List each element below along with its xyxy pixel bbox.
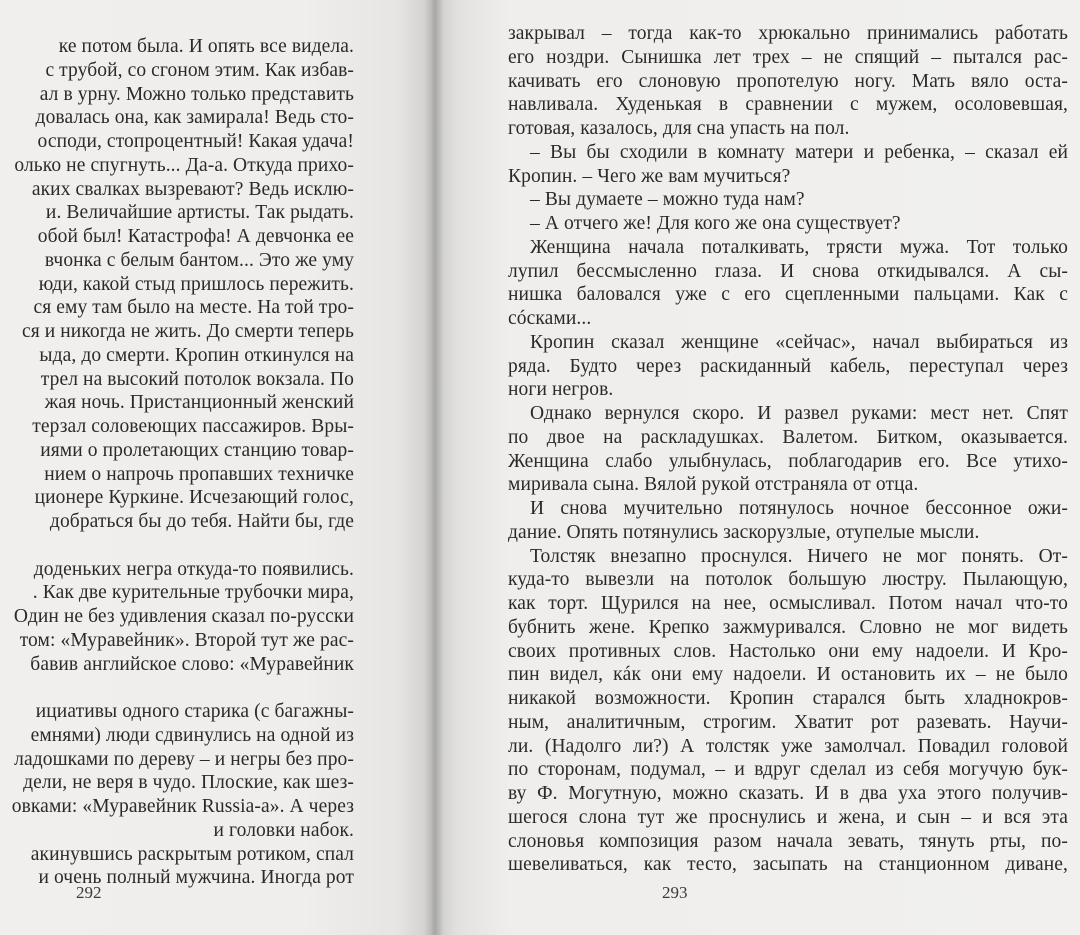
text-line: терзал соловеющих пассажиров. Вры- xyxy=(32,416,354,437)
text-line: пин видел, кáк они ему надоели. И остановить их – не было xyxy=(508,664,1068,686)
text-line: ся ему там было на месте. На той тро- xyxy=(33,297,354,319)
text-line: ыда, до смерти. Кропин откинулся на xyxy=(39,344,354,366)
text-line: . Как две курительные трубочки мира, xyxy=(32,582,354,604)
text-line: ным, аналитичным, строгим. Хватит рот разевать. Научи- xyxy=(508,711,1068,733)
text-line: лупил бессмысленно глаза. И снова откидывался. А сы- xyxy=(508,260,1068,282)
text-line: обой был! Катастрофа! А девчонка ее xyxy=(37,226,354,247)
left-page xyxy=(0,0,432,935)
text-line: как торт. Щурился на нее, осмысливал. Потом начал что-то xyxy=(508,593,1068,614)
text-line: Женщина слабо улыбнулась, поблагодарив его. Все утихо- xyxy=(508,450,1068,472)
text-line: вчонка с белым бантом... Это же уму xyxy=(44,249,354,271)
text-line: Один не без удивления сказал по-русски xyxy=(13,606,354,627)
text-line: аких свалках вызревают? Ведь исклю- xyxy=(31,178,354,200)
text-line: слоновья композиция разом начала зевать, тянуть рты, по- xyxy=(508,830,1068,852)
text-line: закрывал – тогда как-то хрюкально принимались работать xyxy=(508,23,1068,44)
text-line: и очень полный мужчина. Иногда рот xyxy=(38,867,354,889)
text-line: олько не спугнуть... Да-а. Откуда прихо- xyxy=(14,154,354,176)
text-line: емнями) люди сдвинулись на одной из xyxy=(30,724,354,746)
text-line: Однако вернулся скоро. И развел руками: мест нет. Спят xyxy=(530,403,1068,424)
text-line: ряда. Будто через раскиданный кабель, переступал через xyxy=(508,355,1068,377)
text-line: Толстяк внезапно проснулся. Ничего не мог понять. От- xyxy=(530,545,1068,567)
text-line: бубнить жене. Крепко зажмуривался. Словно не мог видеть xyxy=(508,616,1068,638)
text-line: иями о пролетающих станцию товар- xyxy=(40,439,354,461)
text-line: Кропин сказал женщине «сейчас», начал выбираться из xyxy=(530,331,1068,353)
text-line: ке потом была. И опять все видела. xyxy=(58,36,354,57)
text-line: качивать его слоновую пропотелую ногу. Мать вяло оста- xyxy=(508,70,1068,92)
text-line: бавив английское слово: «Муравейник xyxy=(30,653,354,675)
text-line: Женщина начала поталкивать, трясти мужа. Тот только xyxy=(530,236,1068,258)
text-line: юди, какой стыд пришлось пережить. xyxy=(38,273,354,295)
text-line: довалась она, как замирала! Ведь сто- xyxy=(35,107,354,129)
text-line: – А отчего же! Для кого же она существует? xyxy=(530,213,901,234)
text-line: акинувшись раскрытым ротиком, спал xyxy=(30,843,354,865)
text-line: ал в урну. Можно только представить xyxy=(39,83,354,105)
text-line: ладошками по дереву – и негры без про- xyxy=(14,748,354,770)
text-line: и головки набок. xyxy=(213,819,354,841)
text-line: осподи, стопроцентный! Какая удача! xyxy=(37,131,354,152)
text-line: куда-то вывезли на потолок большую люстру. Пылающую, xyxy=(508,569,1068,591)
text-line: – Вы думаете – можно туда нам? xyxy=(530,189,805,211)
text-line: по сторонам, подумал, – и вдруг сделал из себя могучую бук- xyxy=(508,759,1068,781)
text-line: по двое на раскладушках. Валетом. Битком, оказывается. xyxy=(508,426,1068,448)
left-page-number: 292 xyxy=(76,883,102,902)
left-page-text xyxy=(0,35,354,890)
text-line xyxy=(0,534,354,558)
text-line: нием о напрочь пропавших техничке xyxy=(44,463,354,485)
text-line: том: «Муравейник». Второй тут же рас- xyxy=(19,629,354,651)
text-line: ционере Куркине. Исчезающий голос, xyxy=(34,487,354,509)
text-line: добраться бы до тебя. Найти бы, где xyxy=(49,511,354,532)
text-line: ициативы одного старика (с багажны- xyxy=(35,701,354,722)
text-line: – Вы бы сходили в комнату матери и ребенка, – сказал ей xyxy=(530,141,1068,163)
text-line: шегося слона тут же проснулись и жена, и сын – и вся эта xyxy=(508,806,1068,828)
text-line: готовая, казалось, для сна упасть на пол. xyxy=(508,118,850,139)
text-line: ву Ф. Могутную, можно сказать. И в два уха этого получив- xyxy=(508,783,1068,804)
text-line xyxy=(0,676,354,700)
text-line: миривала сына. Вялой рукой отстраняла от отца. xyxy=(508,474,919,496)
text-line: дание. Опять потянулись заскорузлые, отупелые мысли. xyxy=(508,521,980,543)
text-line: шевеливаться, как тесто, засыпать на станционном диване, xyxy=(508,854,1068,876)
right-page-number: 293 xyxy=(662,883,688,902)
text-line: с трубой, со сгоном этим. Как избав- xyxy=(45,59,354,81)
text-line: сóсками... xyxy=(508,308,592,329)
text-line: овками: «Муравейник Russia-а». А через xyxy=(11,796,354,817)
text-line: И снова мучительно потянулось ночное бессонное ожи- xyxy=(530,498,1068,519)
text-line: Кропин. – Чего же вам мучиться? xyxy=(508,165,791,187)
text-line: ся и никогда не жить. До смерти теперь xyxy=(21,321,354,342)
text-line: и. Величайшие артисты. Так рыдать. xyxy=(45,202,354,224)
text-line: жая ночь. Пристанционный женский xyxy=(44,392,354,414)
right-page-text xyxy=(508,22,1068,877)
text-line: трел на высокий потолок вокзала. По xyxy=(40,368,354,390)
text-line: ноги негров. xyxy=(508,379,614,401)
text-line: нишка баловался уже с его сцепленными пальцами. Как с xyxy=(508,284,1068,306)
text-line: своих противных слов. Настолько они ему надоели. И Кро- xyxy=(508,640,1068,662)
text-line: дели, не веря в чудо. Плоские, как шез- xyxy=(23,772,354,794)
text-line: ли. (Надолго ли?) А толстяк уже замолчал. Повадил головой xyxy=(508,735,1068,757)
text-line: навливала. Худенькая в сравнении с мужем, осоловевшая, xyxy=(508,94,1068,116)
right-page xyxy=(432,0,1080,935)
text-line: доденьких негра откуда-то появились. xyxy=(33,558,354,580)
text-line: его ноздри. Сынишка лет трех – не спящий – пытался рас- xyxy=(508,46,1068,68)
text-line: никакой возможности. Кропин старался быть хладнокров- xyxy=(508,688,1068,709)
